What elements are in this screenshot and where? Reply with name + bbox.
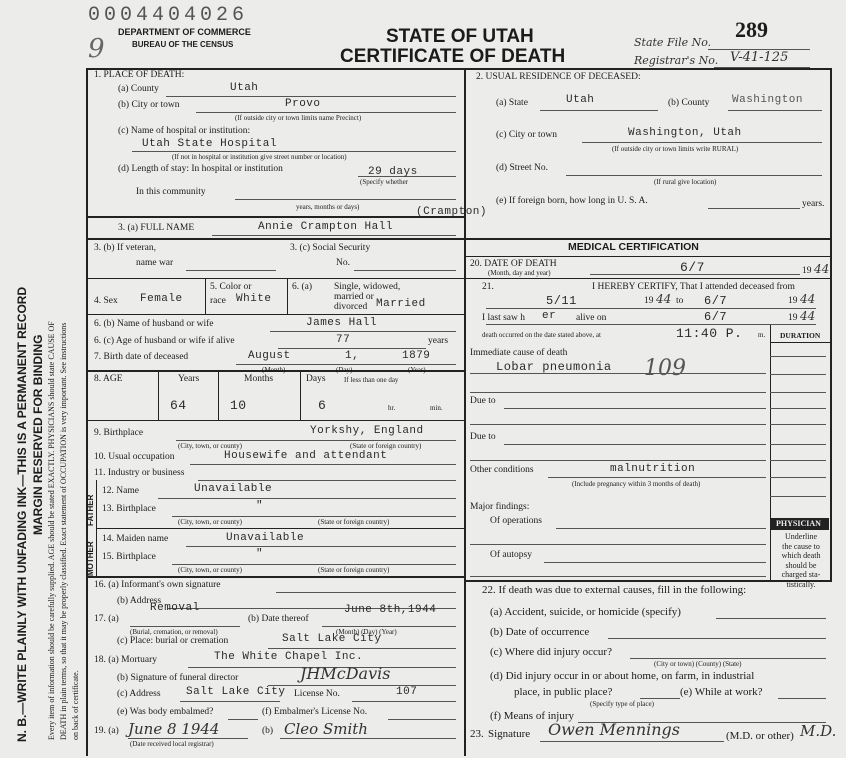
death-county-label: (a) County: [118, 84, 159, 94]
mother-section-label: MOTHER: [86, 541, 95, 576]
residence-foreign-label: (e) If foreign born, how long in U. S. A.: [496, 196, 648, 206]
color-label: 5. Color or: [210, 282, 252, 292]
physician-signature: Owen Mennings: [548, 720, 681, 739]
age-months-value: 10: [230, 398, 247, 413]
registrar-label: Registrar's No.: [634, 54, 719, 67]
external-f-label: (f) Means of injury: [490, 710, 575, 722]
margin-note-3: on back of certificate.: [71, 670, 80, 740]
veteran-label-2: name war: [136, 258, 174, 268]
spouse-name-value: James Hall: [306, 317, 378, 329]
disposition-label: 17. (a): [94, 614, 119, 624]
age-less-than-day-label: If less than one day: [344, 376, 399, 384]
residence-city-note: (If outside city or town limits write RURAL): [612, 145, 739, 153]
funeral-director-signature: JHMcDavis: [300, 664, 391, 683]
spouse-age-unit: years: [428, 336, 449, 346]
mother-maiden-value: Unavailable: [226, 532, 305, 544]
death-date-value: 6/7: [680, 260, 705, 275]
birthplace-value: Yorkshy, England: [310, 425, 424, 437]
stay-value: 29 days: [368, 166, 418, 178]
occupation-label: 10. Usual occupation: [94, 452, 175, 462]
physician-box-title: PHYSICIAN: [776, 519, 821, 528]
father-birthplace-label: 13. Birthplace: [102, 504, 156, 514]
birthplace-state-note: (State or foreign country): [350, 442, 422, 450]
to-year-prefix: 19: [788, 296, 798, 306]
social-security-label-2: No.: [336, 258, 350, 268]
physician-degree: M.D.: [800, 722, 837, 740]
mother-city-note: (City, town, or county): [178, 566, 242, 574]
physician-box-text: Underline the cause to which death should be charged sta- tistically.: [781, 532, 821, 589]
alive-year-prefix: 19: [788, 313, 798, 323]
certify-text: I HEREBY CERTIFY, That I attended deceased from: [592, 282, 795, 292]
marital-number: 6. (a): [292, 282, 313, 292]
residence-heading: 2. USUAL RESIDENCE OF DECEASED:: [476, 72, 641, 82]
birth-date-label: 7. Birth date of deceased: [94, 352, 189, 362]
medical-certification-heading: MEDICAL CERTIFICATION: [568, 241, 699, 253]
due-to-label-1: Due to: [470, 396, 496, 406]
spouse-age-value: 77: [336, 334, 351, 346]
death-county-value: Utah: [230, 82, 259, 94]
registrar-received-date: June 8 1944: [128, 720, 220, 738]
margin-note-2: DEATH in plain terms, so that it may be properly classified. Exact statement of OCCUPATION is very important. See instructions: [59, 322, 68, 740]
registrar-signature-label: (b): [262, 726, 274, 736]
residence-state-label: (a) State: [496, 98, 528, 108]
license-label: License No.: [294, 689, 340, 699]
from-year-value: 44: [656, 292, 672, 306]
marital-value: Married: [376, 298, 426, 310]
death-city-value: Provo: [285, 98, 321, 110]
race-label: race: [210, 296, 226, 306]
community-note: years, months or days): [296, 203, 360, 211]
page-number: 289: [735, 17, 768, 42]
father-section-label: FATHER: [86, 494, 95, 526]
department-name: DEPARTMENT OF COMMERCE: [118, 27, 251, 37]
father-name-value: Unavailable: [194, 483, 273, 495]
birthplace-label: 9. Birthplace: [94, 428, 144, 438]
social-security-label: 3. (c) Social Security: [290, 243, 371, 253]
corner-handwritten-mark: 9: [88, 34, 105, 64]
sex-value: Female: [140, 293, 183, 305]
last-saw-label: I last saw h: [482, 313, 526, 323]
funeral-director-label: (b) Signature of funeral director: [117, 673, 239, 683]
age-months-label: Months: [244, 374, 274, 384]
death-year-prefix: 19: [802, 266, 812, 276]
other-conditions-note: (Include pregnancy within 3 months of death): [572, 480, 701, 488]
father-city-note: (City, town, or county): [178, 518, 242, 526]
residence-street-note: (If rural give location): [654, 178, 717, 186]
veteran-label: 3. (b) If veteran,: [94, 243, 156, 253]
age-min-label: min.: [430, 404, 443, 412]
other-conditions-label: Other conditions: [470, 465, 534, 475]
residence-county-label: (b) County: [668, 98, 710, 108]
occupation-value: Housewife and attendant: [224, 450, 388, 462]
father-state-note: (State or foreign country): [318, 518, 390, 526]
due-to-label-2: Due to: [470, 432, 496, 442]
external-d-label-2: place, in public place?: [514, 686, 613, 698]
operations-label: Of operations: [490, 516, 542, 526]
birth-year-caption: (Year): [408, 366, 426, 374]
certify-number: 21.: [482, 282, 494, 292]
duration-heading: DURATION: [780, 331, 821, 340]
physician-signature-label: Signature: [488, 728, 531, 740]
burial-date-label: (b) Date thereof: [248, 614, 309, 624]
external-type-note: (Specify type of place): [590, 700, 654, 708]
birth-day-value: 1,: [345, 350, 360, 362]
director-address-label: (c) Address: [117, 689, 161, 699]
informant-signature-label: 16. (a) Informant's own signature: [94, 580, 221, 590]
age-years-label: Years: [178, 374, 200, 384]
hospital-note: (If not in hospital or institution give street number or location): [172, 153, 347, 161]
embalmer-license-label: (f) Embalmer's License No.: [262, 707, 368, 717]
spouse-age-label: 6. (c) Age of husband or wife if alive: [94, 336, 235, 346]
birthplace-city-note: (City, town, or county): [178, 442, 242, 450]
death-year-value: 44: [814, 262, 830, 276]
death-occurred-label: death occurred on the date stated above, at: [482, 331, 601, 339]
full-name-correction: (Crampton): [416, 206, 488, 218]
death-city-label: (b) City or town: [118, 100, 180, 110]
spouse-name-label: 6. (b) Name of husband or wife: [94, 319, 214, 329]
autopsy-label: Of autopsy: [490, 550, 532, 560]
director-address-value: Salt Lake City: [186, 686, 286, 698]
mother-birthplace-label: 15. Birthplace: [102, 552, 156, 562]
marital-label-2: married or: [334, 292, 374, 302]
age-label: 8. AGE: [94, 374, 123, 384]
major-findings-label: Major findings:: [470, 502, 530, 512]
sex-label: 4. Sex: [94, 296, 118, 306]
community-label: In this community: [136, 187, 206, 197]
marital-label-1: Single, widowed,: [334, 282, 401, 292]
residence-state-value: Utah: [566, 94, 595, 106]
immediate-cause-label: Immediate cause of death: [470, 348, 568, 358]
informant-address-label: (b) Address: [117, 596, 162, 606]
residence-city-value: Washington, Utah: [628, 127, 742, 139]
attended-to-label: to: [676, 296, 684, 306]
physician-signature-suffix: (M.D. or other): [726, 730, 794, 742]
mother-maiden-label: 14. Maiden name: [102, 534, 169, 544]
hospital-label: (c) Name of hospital or institution:: [118, 126, 251, 136]
external-e-label: (e) While at work?: [680, 686, 763, 698]
last-saw-suffix: er: [542, 310, 557, 322]
external-causes-heading: 22. If death was due to external causes, fill in the following:: [482, 584, 747, 596]
external-c-label: (c) Where did injury occur?: [490, 646, 612, 658]
bureau-name: BUREAU OF THE CENSUS: [132, 40, 234, 49]
embalmed-label: (e) Was body embalmed?: [117, 707, 214, 717]
age-days-value: 6: [318, 398, 327, 413]
external-d-label-1: (d) Did injury occur in or about home, on farm, in industrial: [490, 670, 755, 682]
immediate-cause-code: 109: [644, 356, 686, 381]
race-value: White: [236, 293, 272, 305]
margin-binding-note: MARGIN RESERVED FOR BINDING: [31, 334, 45, 535]
age-hr-label: hr.: [388, 404, 396, 412]
birth-day-caption: (Day): [336, 366, 353, 374]
residence-foreign-suffix: years.: [802, 199, 825, 209]
burial-place-value: Salt Lake City: [282, 633, 382, 645]
burial-date-value: June 8th,1944: [344, 604, 437, 616]
registrar-received-note: (Date received local registrar): [130, 740, 214, 748]
residence-street-label: (d) Street No.: [496, 163, 548, 173]
attended-from-value: 5/11: [546, 294, 577, 308]
stay-label: (d) Length of stay: In hospital or institution: [118, 164, 283, 174]
disposition-value: Removal: [150, 602, 200, 614]
death-date-label: 20. DATE OF DEATH: [470, 259, 557, 269]
hospital-value: Utah State Hospital: [142, 138, 277, 150]
alive-on-label: alive on: [576, 313, 607, 323]
certificate-serial-number: 0004404026: [88, 4, 249, 27]
birth-month-value: August: [248, 350, 291, 362]
full-name-label: 3. (a) FULL NAME: [118, 223, 195, 233]
residence-county-value: Washington: [732, 94, 804, 106]
state-title: STATE OF UTAH: [386, 26, 534, 47]
registrar-received-label: 19. (a): [94, 726, 119, 736]
age-days-label: Days: [306, 374, 326, 384]
to-year-value: 44: [800, 292, 816, 306]
external-a-label: (a) Accident, suicide, or homicide (specify): [490, 606, 681, 618]
father-name-label: 12. Name: [102, 486, 139, 496]
disposition-note: (Burial, cremation, or removal): [130, 628, 218, 636]
full-name-value: Annie Crampton Hall: [258, 221, 393, 233]
signature-number: 23.: [470, 728, 484, 740]
death-city-note: (If outside city or town limits name Precinct): [235, 114, 362, 122]
registrar-signature: Cleo Smith: [284, 720, 368, 738]
certificate-title: CERTIFICATE OF DEATH: [340, 46, 566, 67]
from-year-prefix: 19: [644, 296, 654, 306]
age-years-value: 64: [170, 398, 187, 413]
residence-city-label: (c) City or town: [496, 130, 557, 140]
mother-state-note: (State or foreign country): [318, 566, 390, 574]
death-time-value: 11:40 P.: [676, 326, 743, 341]
state-file-label: State File No.: [634, 36, 712, 49]
birth-year-value: 1879: [402, 350, 431, 362]
mother-birthplace-value: ": [256, 548, 264, 560]
registrar-value: V-41-125: [730, 50, 789, 65]
death-time-unit: m.: [758, 331, 766, 339]
birth-month-caption: (Month): [262, 366, 286, 374]
attended-to-value: 6/7: [704, 294, 728, 308]
mortuary-value: The White Chapel Inc.: [214, 651, 364, 663]
burial-place-label: (c) Place: burial or cremation: [117, 636, 229, 646]
place-of-death-heading: 1. PLACE OF DEATH:: [94, 70, 185, 80]
alive-on-value: 6/7: [704, 310, 728, 324]
margin-note-1: Every item of information should be carefully supplied. AGE should be stated EXACTLY. PHYSICIANS should state CAUSE OF: [47, 321, 56, 740]
license-value: 107: [396, 686, 418, 698]
alive-year-value: 44: [800, 309, 816, 323]
margin-instruction-main: N. B.—WRITE PLAINLY WITH UNFADING INK—THIS IS A PERMANENT RECORD: [15, 286, 29, 742]
marital-label-3: divorced: [334, 302, 368, 312]
other-conditions-value: malnutrition: [610, 463, 696, 475]
death-date-note: (Month, day and year): [488, 269, 551, 277]
immediate-cause-value: Lobar pneumonia: [496, 360, 612, 374]
burial-date-note: (Month) (Day) (Year): [336, 628, 397, 636]
father-birthplace-value: ": [256, 500, 264, 512]
stay-note: (Specify whether: [360, 178, 409, 186]
mortuary-label: 18. (a) Mortuary: [94, 655, 158, 665]
industry-label: 11. Industry or business: [94, 468, 185, 478]
external-c-note: (City or town) (County) (State): [654, 660, 742, 668]
external-b-label: (b) Date of occurrence: [490, 626, 590, 638]
